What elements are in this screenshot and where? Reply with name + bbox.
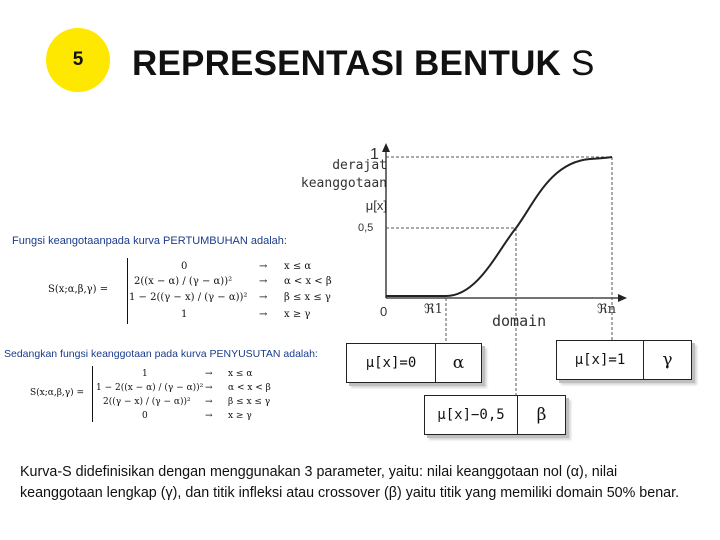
slide-number: 5 <box>72 49 84 70</box>
growth-arrow-4: → <box>259 309 268 320</box>
shrink-function-title: Sedangkan fungsi keanggotaan pada kurva PENYUSUTAN adalah: <box>4 348 318 360</box>
x-axis-label: domain <box>492 312 547 330</box>
growth-function-title: Fungsi keangotaanpada kurva PERTUMBUHAN adalah: <box>12 235 287 247</box>
shrink-cond-4: x ≥ γ <box>228 411 252 421</box>
x-axis-arrowhead <box>618 294 627 302</box>
y-tick-0: 0 <box>380 304 388 319</box>
growth-expr-4: 1 <box>181 309 188 320</box>
alpha-box-symbol: α <box>435 344 481 382</box>
shrink-cond-3: β ≤ x ≤ γ <box>228 397 271 407</box>
caption-text: Kurva-S didefinisikan dengan menggunakan 3 parameter, yaitu: nilai keanggotaan nol (α), nilai keanggotaan lengkap (γ), dan titik infleksi atau crossover (β) yaitu titik yang memiliki domain 50% benar. <box>20 464 680 501</box>
y-tick-1: 1 <box>370 146 379 163</box>
growth-cond-2: α < x < β <box>284 276 332 287</box>
shrink-arrow-2: → <box>205 383 213 393</box>
slide-title-suffix: S <box>570 44 595 83</box>
growth-expr-1: 0 <box>181 261 188 272</box>
shrink-expr-2: 1 − 2((x − α) / (γ − α))² <box>96 383 204 393</box>
growth-arrow-3: → <box>259 292 268 303</box>
slide-title-main: REPRESENTASI BENTUK <box>132 44 562 83</box>
shrink-cond-2: α < x < β <box>228 383 271 393</box>
y-axis-arrowhead <box>382 143 390 152</box>
gamma-box-symbol: γ <box>643 341 691 379</box>
shrink-lhs: S(x;α,β,γ) = <box>30 388 85 398</box>
growth-cond-4: x ≥ γ <box>284 309 311 320</box>
s-curve <box>386 157 612 296</box>
gamma-box-membership: μ[x]=1 <box>574 352 626 368</box>
shrink-arrow-3: → <box>205 397 213 407</box>
shrink-arrow-1: → <box>205 369 213 379</box>
beta-box <box>424 395 566 435</box>
shrink-cond-1: x ≤ α <box>228 369 253 379</box>
shrink-brace <box>92 366 93 422</box>
y-tick-half: 0,5 <box>358 222 374 234</box>
growth-cond-1: x ≤ α <box>284 261 312 272</box>
shrink-expr-4: 0 <box>142 411 148 421</box>
y-axis-label-line3: μ[x] <box>365 198 387 213</box>
growth-cond-3: β ≤ x ≤ γ <box>284 292 331 303</box>
x-tick-start: ℜ1 <box>424 302 443 317</box>
gamma-box <box>556 340 692 380</box>
y-axis-label-line2: keanggotaan <box>300 176 387 191</box>
growth-expr-3: 1 − 2((γ − x) / (γ − α))² <box>129 292 248 303</box>
shrink-expr-1: 1 <box>142 369 148 379</box>
beta-box-membership: μ[x]−0,5 <box>437 407 505 423</box>
y-axis-label-line1: derajat <box>332 158 387 173</box>
alpha-box <box>346 343 482 383</box>
growth-arrow-1: → <box>259 261 268 272</box>
growth-lhs: S(x;α,β,γ) = <box>48 284 109 295</box>
growth-expr-2: 2((x − α) / (γ − α))² <box>134 276 233 287</box>
shrink-expr-3: 2((γ − x) / (γ − α))² <box>103 397 191 407</box>
growth-brace <box>127 258 128 324</box>
shrink-arrow-4: → <box>205 411 213 421</box>
x-tick-end: ℜn <box>597 302 616 317</box>
alpha-box-membership: μ[x]=0 <box>365 355 417 371</box>
growth-arrow-2: → <box>259 276 268 287</box>
beta-box-symbol: β <box>517 396 565 434</box>
